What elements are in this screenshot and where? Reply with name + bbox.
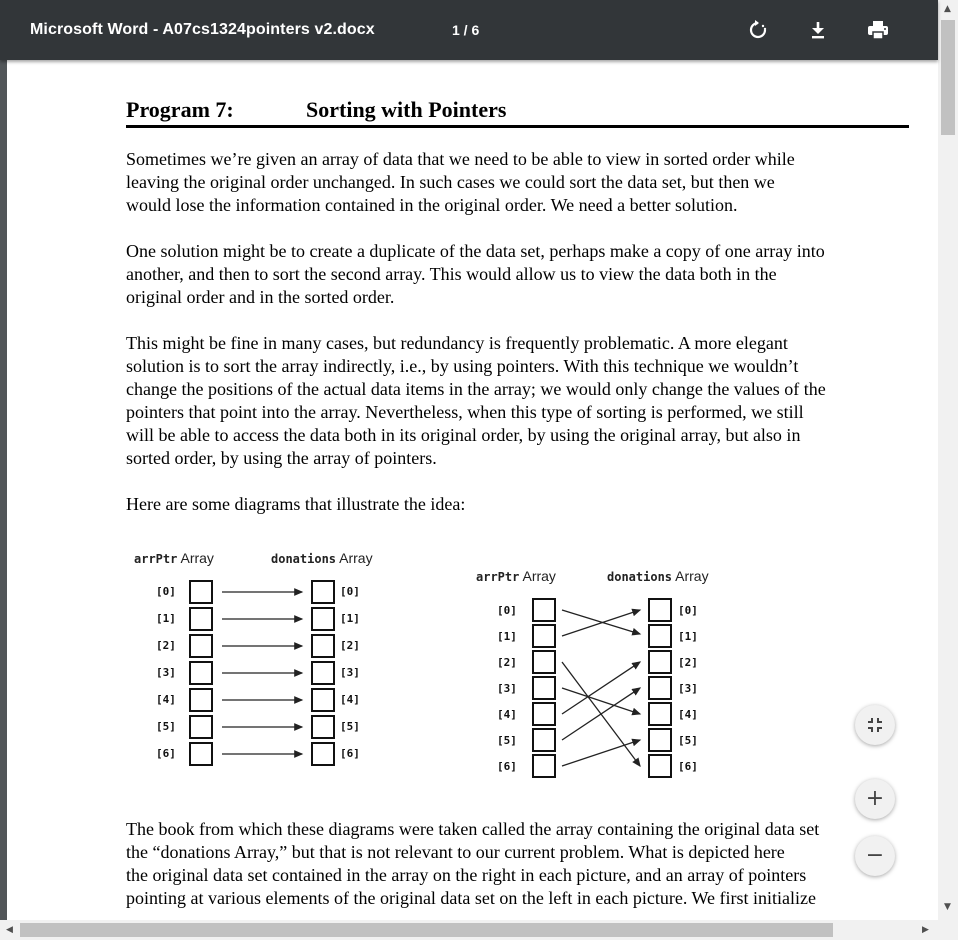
figure-sorted-pointers — [470, 560, 740, 790]
left-ptr-name: arrPtr — [134, 552, 178, 566]
right-ptr-index: [3] — [497, 682, 517, 695]
pdf-viewer[interactable] — [0, 60, 938, 920]
right-ptr-index: [6] — [497, 760, 517, 773]
right-pointer-arrows — [470, 560, 740, 790]
pdf-toolbar — [0, 0, 938, 60]
left-data-suffix: Array — [336, 550, 373, 566]
right-ptr-index: [1] — [497, 630, 517, 643]
figure-initial-pointers — [126, 544, 406, 774]
rotate-button[interactable] — [744, 16, 772, 44]
right-ptr-name: arrPtr — [476, 570, 520, 584]
right-ptr-index: [2] — [497, 656, 517, 669]
right-ptr-index: [0] — [497, 604, 517, 617]
left-data-name: donations — [271, 552, 337, 566]
program-number: Program 7: — [126, 97, 234, 122]
program-heading — [126, 97, 909, 128]
page-indicator[interactable]: 1 / 6 — [452, 22, 480, 38]
document-title: Microsoft Word - A07cs1324pointers v2.docx — [30, 21, 375, 38]
right-ptr-index: [5] — [497, 734, 517, 747]
left-data-index: [0] — [340, 585, 360, 598]
paragraph-3: This might be fine in many cases, but redundancy is frequently problematic. A more elegant solution is to sort the array indirectly, i.e., by using pointers. With this technique we wouldn’t change the positions of the actual data items in the array; we would only change the values of the pointers that point into the array. Nevertheless, when this type of sorting is performed, we still will be able to access the data both in its original order, by using the original array, but also in sorted order, by using the array of pointers. — [126, 333, 826, 468]
left-ptr-index: [3] — [156, 666, 176, 679]
right-data-name: donations — [607, 570, 673, 584]
left-data-index: [3] — [340, 666, 360, 679]
scroll-right-icon[interactable]: ▶ — [922, 925, 929, 935]
left-pointer-arrows — [126, 544, 406, 774]
right-data-index: [6] — [678, 760, 698, 773]
scroll-down-icon[interactable]: ▼ — [944, 902, 951, 912]
right-ptr-index: [4] — [497, 708, 517, 721]
right-data-index: [5] — [678, 734, 698, 747]
left-data-index: [4] — [340, 693, 360, 706]
download-icon — [804, 16, 832, 44]
fit-to-page-icon — [855, 705, 895, 745]
left-data-index: [2] — [340, 639, 360, 652]
download-button[interactable] — [804, 16, 832, 44]
rotate-icon — [744, 16, 772, 44]
right-data-index: [0] — [678, 604, 698, 617]
paragraph-5: The book from which these diagrams were taken called the array containing the original data set the “donations Array,” but that is not relevant to our current problem. What is depicted here the original data set contained in the array on the right in each picture, and an array of pointers pointing at various elements of the original data set on the left in each picture. We first initialize — [126, 819, 820, 908]
paragraph-4: Here are some diagrams that illustrate the idea: — [126, 494, 466, 514]
vertical-scrollbar[interactable] — [938, 0, 958, 920]
program-title: Sorting with Pointers — [306, 97, 507, 122]
right-data-index: [2] — [678, 656, 698, 669]
left-ptr-index: [6] — [156, 747, 176, 760]
left-data-index: [5] — [340, 720, 360, 733]
right-ptr-suffix: Array — [519, 568, 556, 584]
right-data-suffix: Array — [672, 568, 709, 584]
left-ptr-suffix: Array — [177, 550, 214, 566]
left-data-index: [6] — [340, 747, 360, 760]
zoom-in-button[interactable]: + — [855, 779, 895, 819]
left-data-index: [1] — [340, 612, 360, 625]
vertical-scroll-thumb[interactable] — [941, 20, 955, 135]
fit-to-page-button[interactable] — [855, 705, 895, 745]
scroll-left-icon[interactable]: ◀ — [6, 925, 13, 935]
right-data-index: [3] — [678, 682, 698, 695]
right-data-index: [4] — [678, 708, 698, 721]
left-ptr-index: [4] — [156, 693, 176, 706]
left-ptr-index: [2] — [156, 639, 176, 652]
horizontal-scroll-thumb[interactable] — [20, 923, 833, 937]
zoom-out-button[interactable]: − — [855, 836, 895, 876]
print-icon — [864, 16, 892, 44]
right-data-index: [1] — [678, 630, 698, 643]
left-ptr-index: [1] — [156, 612, 176, 625]
paragraph-2: One solution might be to create a duplicate of the data set, perhaps make a copy of one array into another, and then to sort the second array. This would allow us to view the data both in the original order and in the sorted order. — [126, 241, 825, 307]
left-ptr-index: [0] — [156, 585, 176, 598]
print-button[interactable] — [864, 16, 892, 44]
left-ptr-index: [5] — [156, 720, 176, 733]
pdf-page — [7, 60, 938, 920]
paragraph-1: Sometimes we’re given an array of data that we need to be able to view in sorted order while leaving the original order unchanged. In such cases we could sort the data set, but then we would lose the information contained in the original order. We need a better solution. — [126, 149, 795, 215]
scroll-up-icon[interactable]: ▲ — [944, 4, 951, 14]
